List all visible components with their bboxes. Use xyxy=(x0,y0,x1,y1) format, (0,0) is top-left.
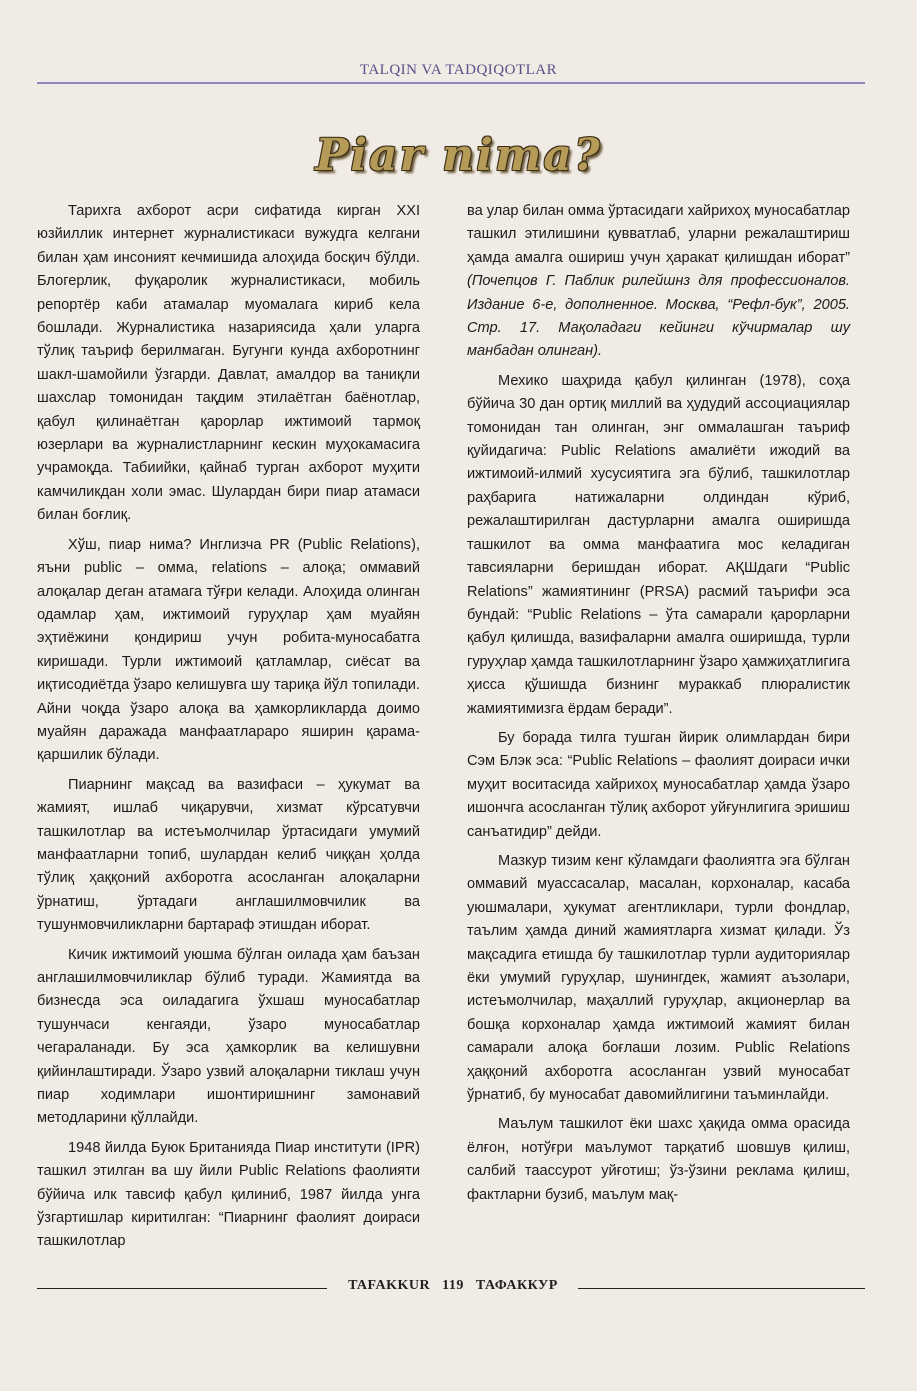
citation: (Почепцов Г. Паблик рилейшнз для профессионалов. Издание 6-е, дополненное. Москва, “Рефл-бук”, 2005. Стр. 17. Мақоладаги кейинги кўчирмалар шу манбадан олинган). xyxy=(467,273,850,360)
paragraph: Пиарнинг мақсад ва вазифаси – ҳукумат ва жамият, ишлаб чиқарувчи, хизмат кўрсатувчи ташкилотлар ва истеъмолчилар ўртасидаги умумий манфаатларни топиб, шулардан келиб чиққан ҳолда тўлиқ ҳаққоний ахборотга асосланган алоқаларни ўрнатиш, ўртадаги англашилмовчилик ва тушунмовчиликларни бартараф этишдан иборат. xyxy=(37,776,420,934)
footer-divider-right xyxy=(578,1288,865,1289)
page-number: 119 xyxy=(442,1278,464,1293)
footer-divider-left xyxy=(37,1288,327,1289)
footer-magazine-cyrillic: ТАФАККУР xyxy=(475,1278,558,1293)
paragraph: Тарихга ахборот асри сифатида кирган XXI юзйиллик интернет журналистикаси вужудга келгани билан ҳам инсоният кечмишида алоҳида босқич бўлди. Блогерлик, фуқаролик журналистикаси, мобиль репортёр каби атамалар муомалага кириб кела бошлади. Журналистика назариясида ҳали уларга тўлиқ таъриф берилмаган. Бугунги кунда ахборотнинг шакл-шамойили ўзгарди. Давлат, амалдор ва таниқли шахслар томонидан тақдим этилаётган баёнотлар, қабул қилинаётган қарорлар ижтимоий тармоқ юзерлари ва журналистларнинг кескин муҳокамасига учрамоқда. Табиийки, қайнаб турган ахборот муҳити камчиликдан холи эмас. Шулардан бири пиар атамаси билан боғлиқ. xyxy=(37,203,420,524)
footer-magazine-latin: TAFAKKUR xyxy=(348,1278,431,1293)
paragraph: Маълум ташкилот ёки шахс ҳақида омма орасида ёлғон, нотўғри маълумот тарқатиб шовшув қилиш, салбий таассурот уйғотиш; ўз-ўзини реклама қилиш, фактларни бузиб, маълум мақ- xyxy=(467,1116,850,1203)
paragraph: Хўш, пиар нима? Инглизча PR (Public Relations), яъни public – омма, relations – алоқа; оммавий алоқалар деган атамага тўғри келади. Алоҳида олинган одамлар ҳам, ижтимоий гуруҳлар ҳам муайян эҳтиёжини қондириш учун робита-муносабатга киришади. Турли ижтимоий қатламлар, сиёсат ва иқтисодиётда ўзаро келишувга шу тариқа йўл топилади. Айни чоқда ўзаро алоқа ва ҳамкорликларда доимо муайян даражада манфаатлараро яширин қарама-қаршилик бўлади. xyxy=(37,536,420,764)
left-column xyxy=(37,200,420,1260)
paragraph: 1948 йилда Буюк Британияда Пиар институти (IPR) ташкил этилган ва шу йили Public Relations фаолияти бўйича илк тавсиф қабул қилиниб, 1987 йилда унга ўзгартишлар киритилган: “Пиарнинг фаолият доираси ташкилотлар xyxy=(37,1139,420,1250)
paragraph-continued xyxy=(467,200,850,364)
footer xyxy=(335,1278,571,1294)
right-column xyxy=(467,200,850,1213)
quote-continuation: ва улар билан омма ўртасидаги хайрихоҳ муносабатлар ташкил этилишини қувватлаб, уларни режалаштириш ҳамда амалга ошириш учун ҳаракат қилишдан иборат” xyxy=(467,203,850,266)
section-header: TALQIN VA TADQIQOTLAR xyxy=(359,62,558,78)
article-title: Piar nima? xyxy=(315,130,602,181)
paragraph: Мазкур тизим кенг кўламдаги фаолиятга эга бўлган оммавий муассасалар, масалан, корхоналар, касаба уюшмалари, ҳукумат агентликлари, турли фондлар, таълим ҳамда диний жамиятларга хизмат қилади. Ўз мақсадига етишда бу ташкилотлар турли аудиториялар ёки умумий гуруҳлар, шунингдек, жамият аъзолари, истеъмолчилар, маҳаллий гуруҳлар, акционерлар ва бошқа корхоналар ҳамда ижтимоий жамият билан самарали алоқа боғлаши лозим. Public Relations ҳаққоний ахборотга асосланган узвий муносабат ўрнатиб, бу муносабат давомийлигини таъминлайди. xyxy=(467,852,850,1104)
paragraph: Мехико шаҳрида қабул қилинган (1978), соҳа бўйича 30 дан ортиқ миллий ва ҳудудий ассоциациялар томонидан тан олинган, энг оммалашган таъриф қуйидагича: Public Relations амалиёти ижодий ва ижтимоий-илмий хусусиятига эга бўлиб, ташкилотлар раҳбарига натижаларни олдиндан кўриб, режалаштирилган дастурларни амалга оширишда ташкилот ва омма манфаатига мос келадиган тавсияларни беришдан иборат. АҚШдаги “Public Relations” жамиятининг (PRSA) расмий таърифи эса бундай: “Public Relations – ўта самарали қарорларни қабул қилишда, вазифаларни амалга оширишда, турли гуруҳлар ҳамда ташкилотларнинг ўзаро ҳамжиҳатлигига ҳисса қўшишда бизнинг мураккаб плюралистик жамиятимизга ёрдам беради”. xyxy=(467,372,850,717)
header-divider xyxy=(37,82,865,84)
paragraph: Бу борада тилга тушган йирик олимлардан бири Сэм Блэк эса: “Public Relations – фаолият доираси ички муҳит воситасида хайрихоҳ муносабатлар ҳамда ўзаро ишончга асосланган тўлиқ ахборот уйғунлигига эришиш санъатидир” дейди. xyxy=(467,729,850,840)
paragraph: Кичик ижтимоий уюшма бўлган оилада ҳам баъзан англашилмовчиликлар бўлиб туради. Жамиятда ва бизнесда эса оиладагига ўхшаш муносабатлар тушунчаси кенгаяди, ўзаро муносабатлар чегараланади. Бу эса ҳамкорлик ва келишувни қийинлаштиради. Ўзаро узвий алоқаларни тиклаш учун пиар ходимлари ишонтиришнинг замонавий методларини қўллайди. xyxy=(37,946,420,1127)
